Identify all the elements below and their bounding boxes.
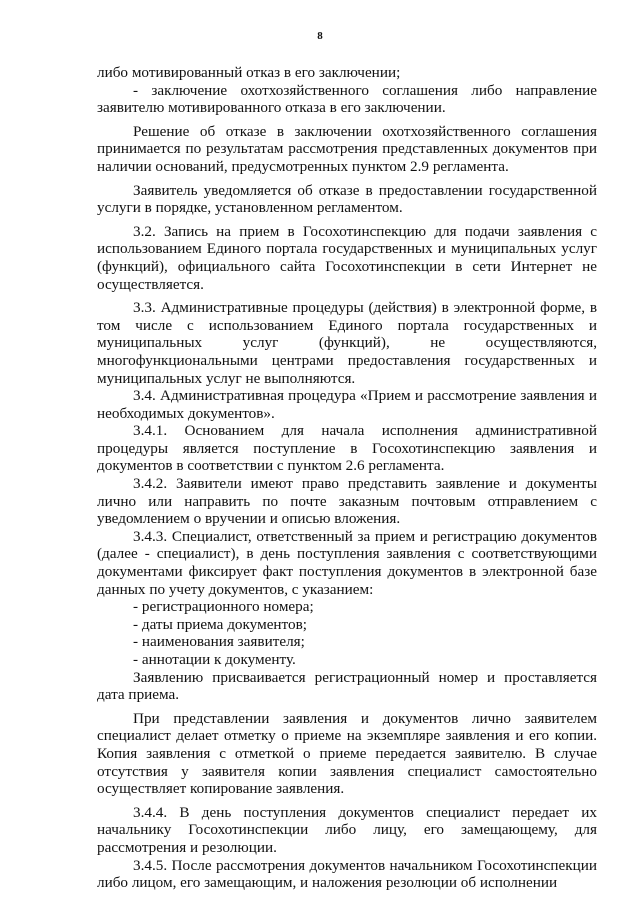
paragraph: 3.4.3. Специалист, ответственный за прием и регистрацию документов (далее - специалист), в день поступления заявления с соответствующими документами фиксирует факт поступления документов в электронной базе данных по учету документов, с указанием: xyxy=(97,527,597,598)
paragraph: 3.2. Запись на прием в Госохотинспекцию для подачи заявления с использованием Единого портала государственных и муниципальных услуг (функций), официального сайта Госохотинспекции в сети Интернет не осуществляется. xyxy=(97,222,597,293)
paragraph: 3.4.2. Заявители имеют право представить заявление и документы лично или направить по почте заказным почтовым отправлением с уведомлением о вручении и описью вложения. xyxy=(97,475,597,528)
paragraph: Заявлению присваивается регистрационный номер и проставляется дата приема. xyxy=(97,668,597,704)
page-number: 8 xyxy=(317,30,323,42)
document-body xyxy=(97,64,597,892)
paragraph: При представлении заявления и документов лично заявителем специалист делает отметку о приеме на экземпляре заявления и его копии. Копия заявления с отметкой о приеме передается заявителю. В случае отсутствия у заявителя копии заявления специалист самостоятельно осуществляет копирование заявления. xyxy=(97,709,597,798)
paragraph: 3.4.4. В день поступления документов специалист передает их начальнику Госохотинспекции либо лицу, его замещающему, для рассмотрения и резолюции. xyxy=(97,803,597,856)
list-item: - аннотации к документу. xyxy=(133,651,296,668)
paragraph: 3.3. Административные процедуры (действия) в электронной форме, в том числе с использованием Единого портала государственных и муниципальных услуг (функций), не осуществляются, многофункциональными центрами предоставления государственных и муниципальных услуг не выполняются. xyxy=(97,299,597,387)
list-item: - регистрационного номера; xyxy=(133,598,314,616)
paragraph: либо мотивированный отказ в его заключении; xyxy=(97,64,401,81)
paragraph: Решение об отказе в заключении охотхозяйственного соглашения принимается по результатам рассмотрения представленных документов при наличии оснований, предусмотренных пунктом 2.9 регламента. xyxy=(97,122,597,175)
list-item: - наименования заявителя; xyxy=(133,633,305,651)
paragraph: Заявитель уведомляется об отказе в предоставлении государственной услуги в порядке, установленном регламентом. xyxy=(97,181,597,217)
paragraph: - заключение охотхозяйственного соглашения либо направление заявителю мотивированного отказа в его заключении. xyxy=(97,81,597,117)
paragraph: 3.4.5. После рассмотрения документов начальником Госохотинспекции либо лицом, его замещающим, и наложения резолюции об исполнении xyxy=(97,856,597,892)
paragraph: 3.4.1. Основанием для начала исполнения административной процедуры является поступление в Госохотинспекцию заявления и документов в соответствии с пунктом 2.6 регламента. xyxy=(97,422,597,475)
paragraph: 3.4. Административная процедура «Прием и рассмотрение заявления и необходимых документов». xyxy=(97,387,597,422)
list-item: - даты приема документов; xyxy=(133,615,307,633)
